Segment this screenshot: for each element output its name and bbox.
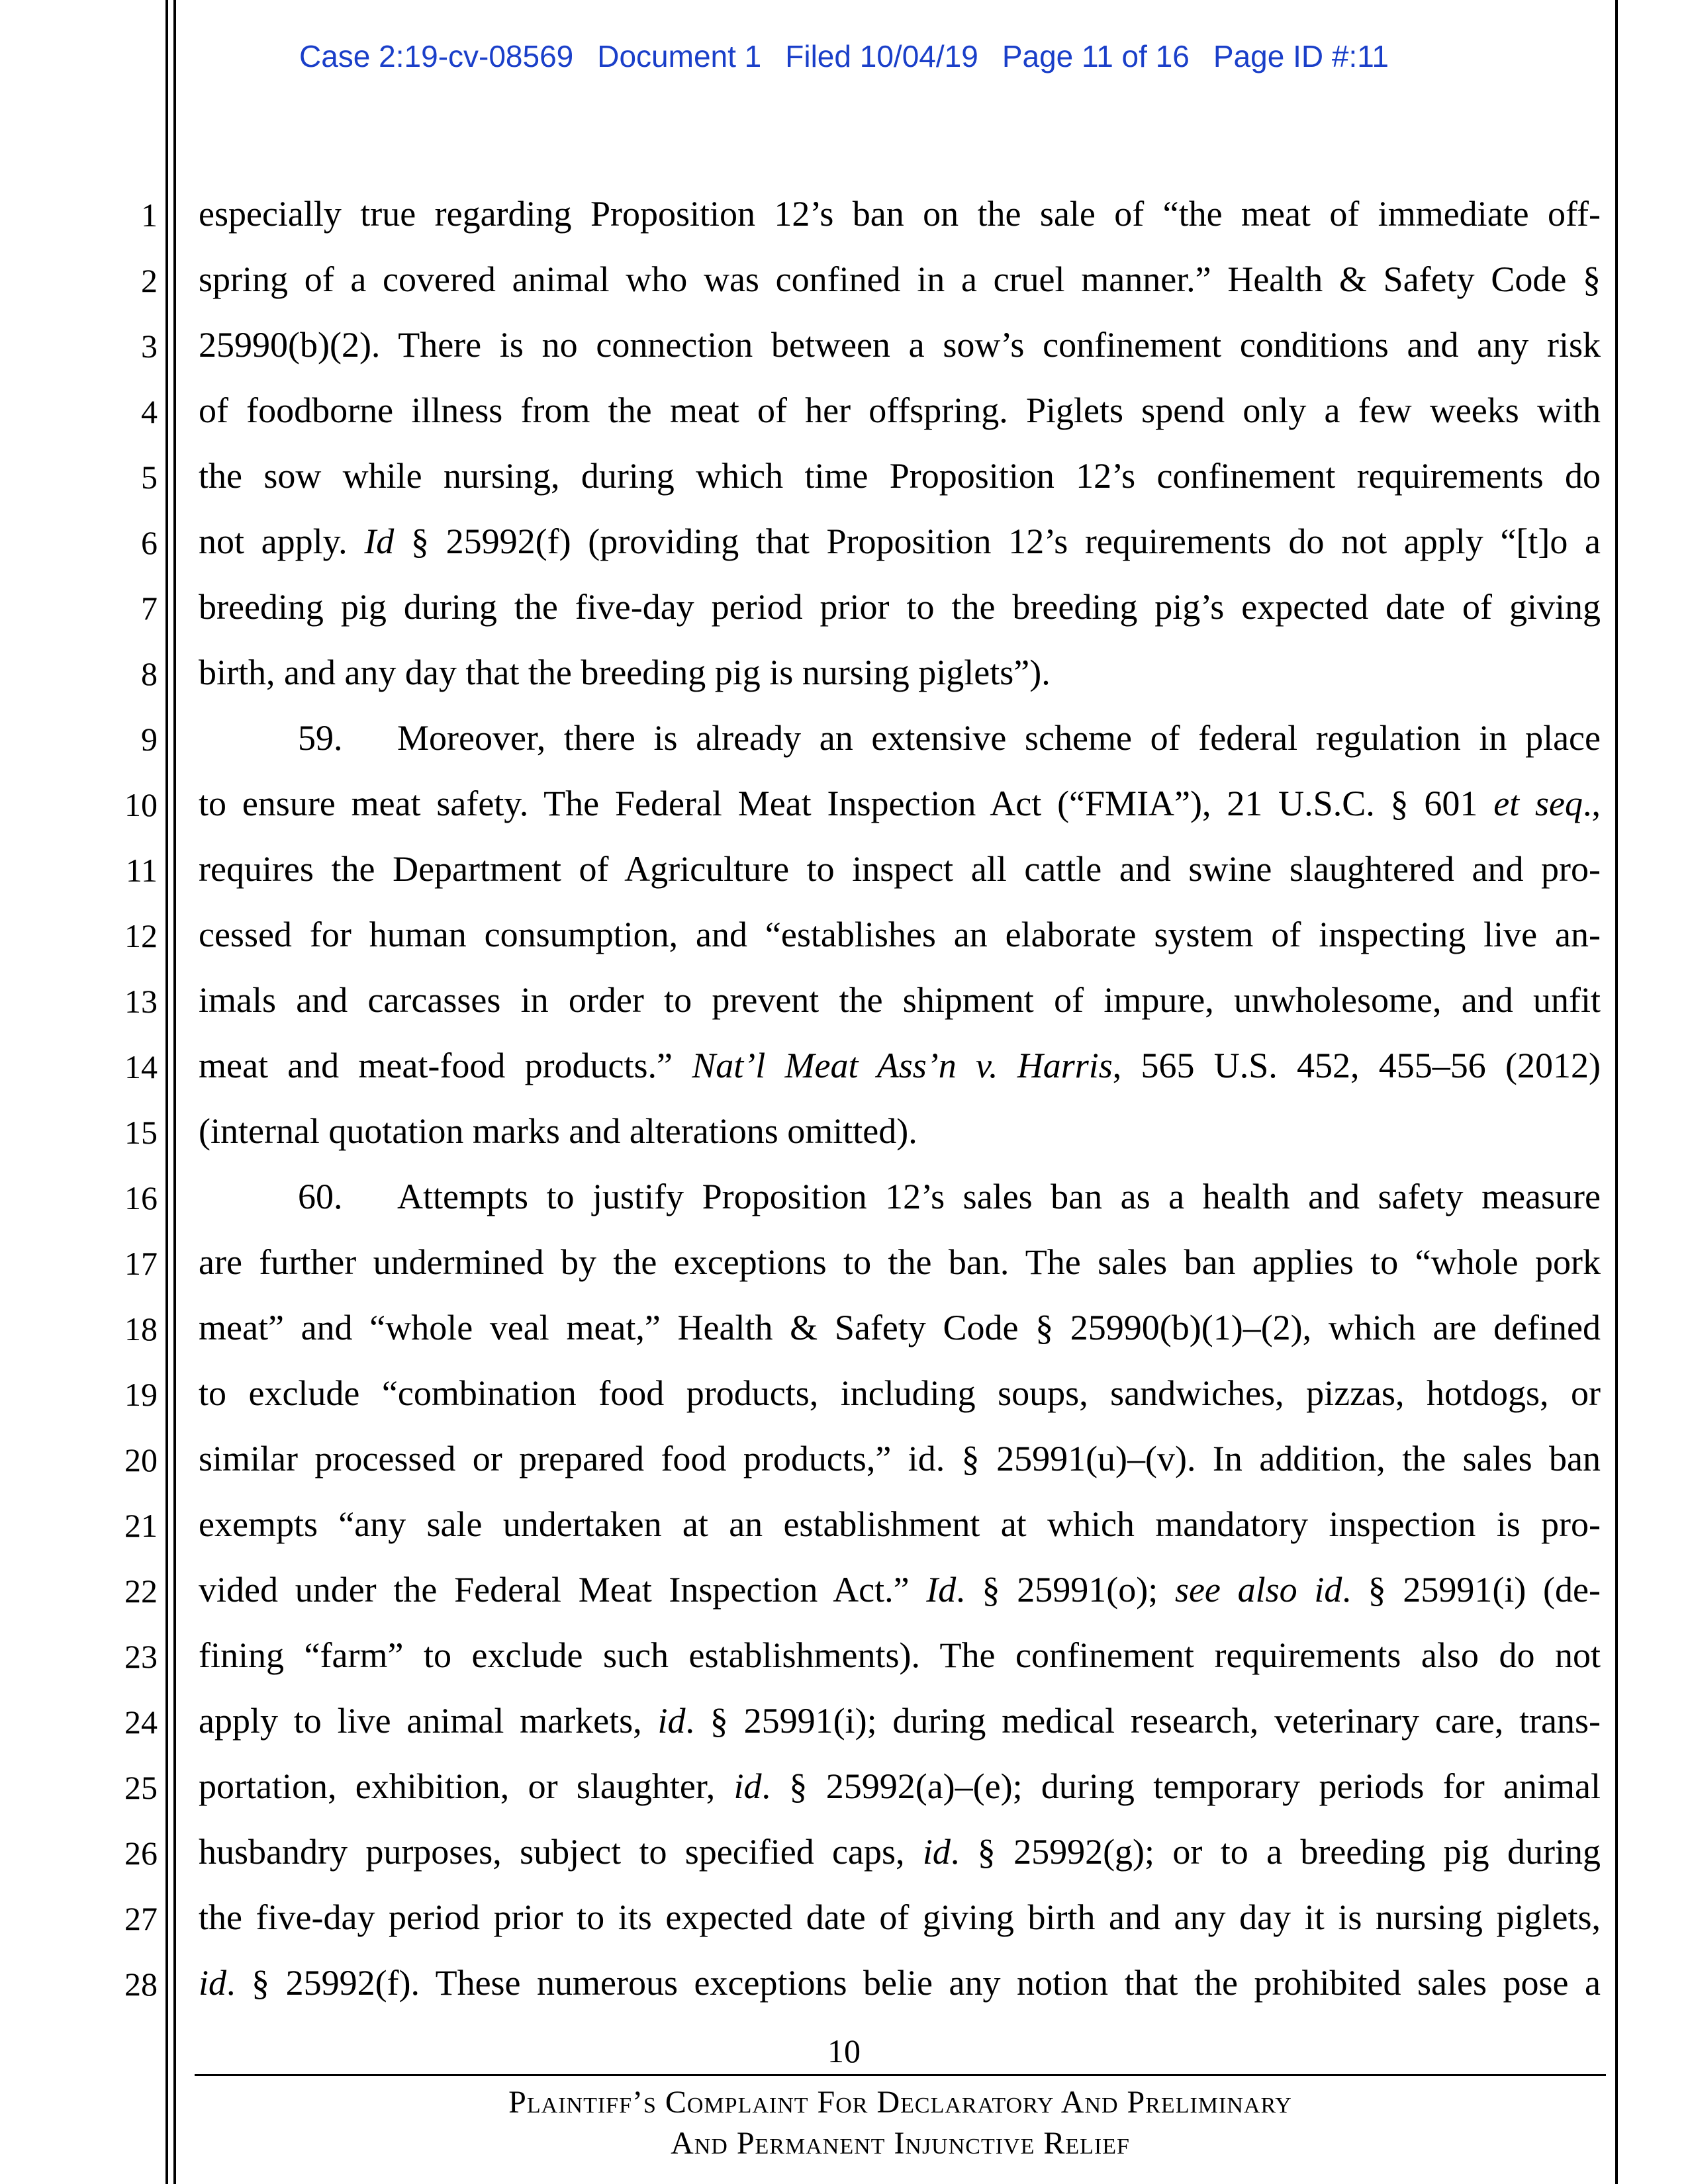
header-page-id: Page ID #:11	[1213, 39, 1389, 73]
text-run: fining “farm” to exclude such establishments). The confinement requirements also do not	[199, 1635, 1601, 1675]
line-number: 6	[141, 524, 158, 561]
text-line	[199, 523, 1601, 559]
text-run: to ensure meat safety. The Federal Meat Inspection Act (“FMIA”), 21 U.S.C. § 601	[199, 784, 1494, 823]
text-run: . § 25992(g); or to a breeding pig during	[950, 1832, 1601, 1872]
citation-italic: Id	[364, 522, 395, 561]
text-run: . § 25992(a)–(e); during temporary periods for animal	[761, 1766, 1601, 1806]
line-number: 14	[124, 1048, 158, 1085]
text-run: cessed for human consumption, and “establishes an elaborate system of inspecting live an-	[199, 915, 1601, 954]
header-case-number: Case 2:19-cv-08569	[299, 39, 574, 73]
line-number: 23	[124, 1638, 158, 1675]
text-run: vided under the Federal Meat Inspection Act.”	[199, 1570, 927, 1610]
text-line	[199, 917, 1601, 952]
line-number: 27	[124, 1900, 158, 1937]
text-line	[199, 196, 1601, 232]
text-line	[199, 1572, 1601, 1608]
text-run: apply to live animal markets,	[199, 1701, 658, 1741]
text-run: . § 25992(f). These numerous exceptions belie any notion that the prohibited sales pose a	[226, 1963, 1601, 2003]
text-run: portation, exhibition, or slaughter,	[199, 1766, 734, 1806]
text-run: exempts “any sale undertaken at an establishment at which mandatory inspection is pro-	[199, 1504, 1601, 1544]
text-line	[199, 982, 1601, 1018]
text-line	[199, 1441, 1601, 1477]
line-number: 26	[124, 1835, 158, 1872]
document-footer-title	[195, 2082, 1606, 2164]
line-number: 2	[141, 262, 158, 299]
text-line	[199, 655, 1601, 690]
line-number: 15	[124, 1114, 158, 1151]
line-number: 5	[141, 459, 158, 496]
text-run: birth, and any day that the breeding pig is nursing piglets”).	[199, 653, 1051, 692]
text-run: (internal quotation marks and alterations omitted).	[199, 1111, 917, 1151]
citation-italic: id	[657, 1701, 686, 1741]
line-number: 9	[141, 721, 158, 758]
text-run: 25990(b)(2). There is no connection between a sow’s confinement conditions and any risk	[199, 325, 1601, 365]
line-number: 16	[124, 1179, 158, 1216]
text-line	[199, 1703, 1601, 1739]
text-line	[199, 851, 1601, 887]
text-run: meat” and “whole veal meat,” Health & Safety Code § 25990(b)(1)–(2), which are defined	[199, 1308, 1601, 1347]
citation-italic: see also id	[1174, 1570, 1342, 1610]
text-run: not apply.	[199, 522, 365, 561]
text-line	[199, 1179, 1601, 1214]
text-run: , 565 U.S. 452, 455–56 (2012)	[1112, 1046, 1601, 1085]
line-number: 28	[124, 1966, 158, 2003]
text-run: spring of a covered animal who was confined in a cruel manner.” Health & Safety Code §	[199, 259, 1601, 299]
line-number: 25	[124, 1769, 158, 1806]
header-document: Document 1	[597, 39, 762, 73]
footer-title-line-1: Plaintiff’s Complaint For Declaratory And Preliminary	[508, 2085, 1292, 2120]
line-number: 4	[141, 393, 158, 430]
text-line	[199, 1834, 1601, 1870]
line-number: 8	[141, 655, 158, 692]
text-line	[199, 1375, 1601, 1411]
line-number: 10	[124, 786, 158, 823]
line-number: 22	[124, 1572, 158, 1610]
right-margin-rule	[1615, 0, 1618, 2184]
text-run: are further undermined by the exceptions to the ban. The sales ban applies to “whole pork	[199, 1242, 1601, 1282]
paragraph-number: 60.	[298, 1177, 343, 1216]
line-number: 11	[125, 852, 158, 889]
page-number: 10	[827, 2032, 861, 2070]
text-run: meat and meat-food products.”	[199, 1046, 692, 1085]
text-line	[199, 1244, 1601, 1280]
header-page: Page 11 of 16	[1002, 39, 1190, 73]
text-line	[199, 1899, 1601, 1935]
text-run: the five-day period prior to its expected date of giving birth and any day it is nursing piglets,	[199, 1897, 1601, 1937]
citation-italic: Id	[926, 1570, 957, 1610]
text-line	[199, 1310, 1601, 1345]
text-run: similar processed or prepared food products,” id. § 25991(u)–(v). In addition, the sales ban	[199, 1439, 1601, 1479]
line-number: 20	[124, 1441, 158, 1479]
text-line	[199, 1965, 1601, 2001]
text-line	[199, 1637, 1601, 1673]
footer-rule	[195, 2074, 1606, 2076]
text-run: the sow while nursing, during which time Proposition 12’s confinement requirements do	[199, 456, 1601, 496]
citation-italic: id	[733, 1766, 762, 1806]
text-line	[199, 327, 1601, 363]
line-number: 12	[124, 917, 158, 954]
line-number: 7	[141, 590, 158, 627]
text-line	[199, 1113, 1601, 1149]
text-line	[199, 1768, 1601, 1804]
text-run: § 25992(f) (providing that Proposition 12’s requirements do not apply “[t]o a	[394, 522, 1601, 561]
text-run: . § 25991(i) (de-	[1342, 1570, 1601, 1610]
text-run: imals and carcasses in order to prevent the shipment of impure, unwholesome, and unfit	[199, 980, 1601, 1020]
paragraph-number: 59.	[298, 718, 343, 758]
text-run: Moreover, there is already an extensive scheme of federal regulation in place	[397, 718, 1601, 758]
text-run: to exclude “combination food products, including soups, sandwiches, pizzas, hotdogs, or	[199, 1373, 1601, 1413]
header-filed-date: Filed 10/04/19	[785, 39, 978, 73]
text-line	[199, 392, 1601, 428]
line-number: 17	[124, 1245, 158, 1282]
case-header	[0, 38, 1688, 74]
line-number: 24	[124, 1704, 158, 1741]
text-run: breeding pig during the five-day period prior to the breeding pig’s expected date of giving	[199, 587, 1601, 627]
text-run: of foodborne illness from the meat of her offspring. Piglets spend only a few weeks with	[199, 390, 1601, 430]
footer-title-line-2: And Permanent Injunctive Relief	[671, 2126, 1130, 2161]
line-number: 3	[141, 328, 158, 365]
citation-italic: id	[199, 1963, 227, 2003]
text-run: husbandry purposes, subject to specified caps,	[199, 1832, 923, 1872]
citation-italic: Nat’l Meat Ass’n v. Harris	[692, 1046, 1113, 1085]
text-run: . § 25991(o);	[956, 1570, 1175, 1610]
text-run: .,	[1583, 784, 1601, 823]
line-number: 1	[141, 197, 158, 234]
citation-italic: et seq	[1493, 784, 1583, 823]
line-number: 21	[124, 1507, 158, 1544]
left-margin-rule-outer	[165, 0, 168, 2184]
text-run: . § 25991(i); during medical research, veterinary care, trans-	[685, 1701, 1601, 1741]
text-run: requires the Department of Agriculture to inspect all cattle and swine slaughtered and pro-	[199, 849, 1601, 889]
line-number: 13	[124, 983, 158, 1020]
text-line	[199, 1506, 1601, 1542]
text-line	[199, 458, 1601, 494]
text-line	[199, 589, 1601, 625]
text-line	[199, 1048, 1601, 1083]
line-number: 19	[124, 1376, 158, 1413]
citation-italic: id	[922, 1832, 951, 1872]
text-line	[199, 261, 1601, 297]
left-margin-rule-inner	[173, 0, 176, 2184]
line-number: 18	[124, 1310, 158, 1347]
text-run: especially true regarding Proposition 12’s ban on the sale of “the meat of immediate off-	[199, 194, 1601, 234]
text-line	[199, 720, 1601, 756]
text-run: Attempts to justify Proposition 12’s sales ban as a health and safety measure	[397, 1177, 1601, 1216]
text-line	[199, 786, 1601, 821]
